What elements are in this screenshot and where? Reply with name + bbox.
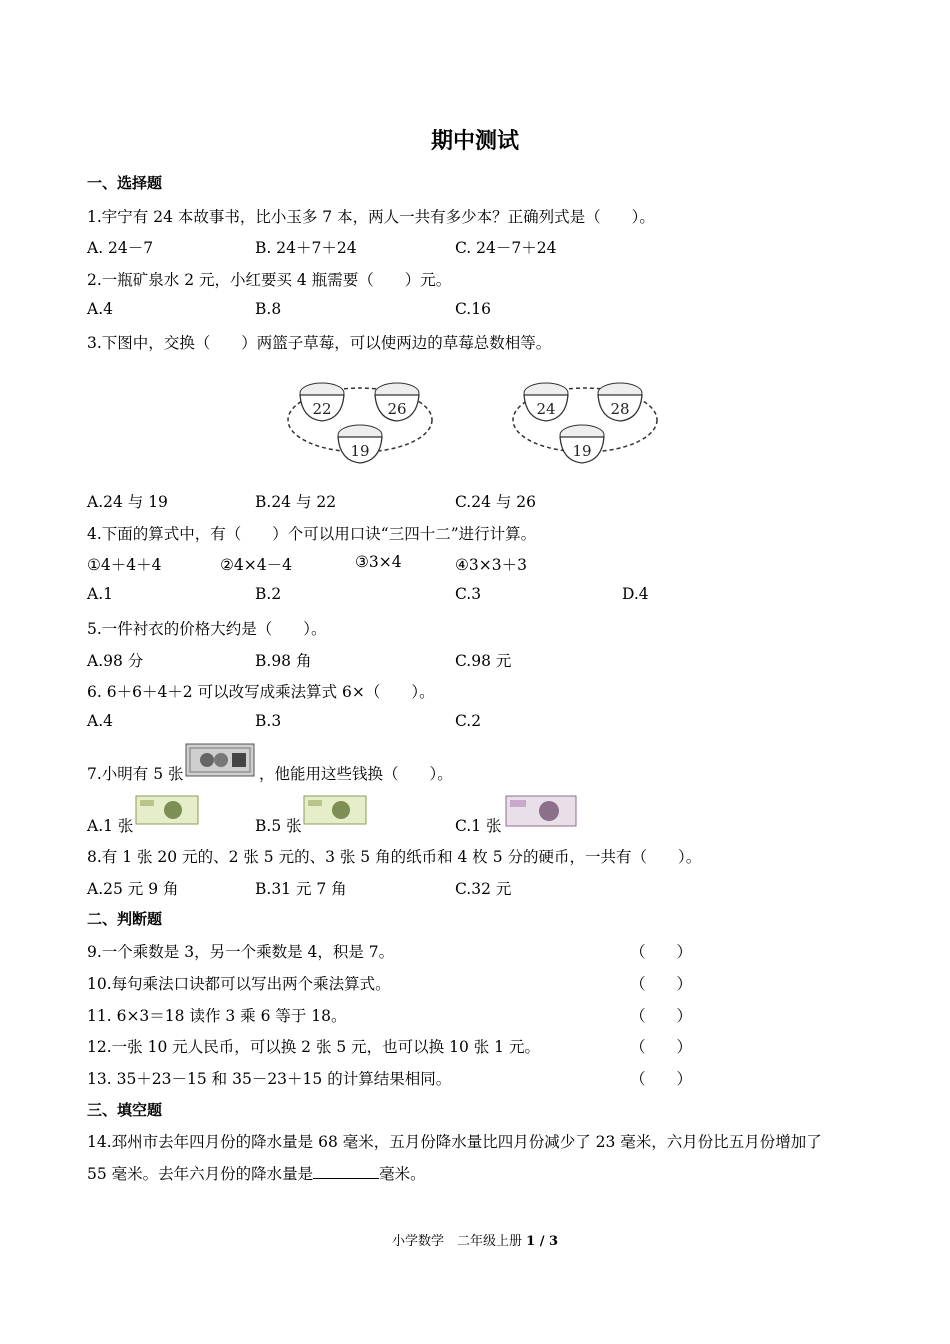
basket-number-left-3: 19 bbox=[350, 442, 370, 460]
question-13: 13. 35＋23－15 和 35－23＋15 的计算结果相同。 bbox=[87, 1070, 452, 1088]
basket-number-right-3: 19 bbox=[572, 442, 592, 460]
q7-option-b: B.5 张 bbox=[255, 817, 302, 835]
page-footer bbox=[0, 1230, 950, 1249]
banknote-2jiao-icon bbox=[185, 743, 255, 777]
q8-option-c: C.32 元 bbox=[455, 880, 512, 898]
q1-option-a: A. 24－7 bbox=[87, 239, 154, 257]
q4-expression-4: ④3×3＋3 bbox=[455, 556, 527, 574]
question-7 bbox=[87, 762, 184, 784]
basket-number-left-1: 22 bbox=[312, 400, 332, 418]
q4-option-a: A.1 bbox=[87, 585, 113, 603]
q7-stem-before: 7.小明有 5 张 bbox=[87, 765, 184, 783]
answer-paren-13: （ ） bbox=[630, 1070, 693, 1088]
section-heading-fill: 三、填空题 bbox=[87, 1101, 163, 1119]
banknote-5yuan-icon bbox=[505, 795, 577, 827]
q4-option-c: C.3 bbox=[455, 585, 482, 603]
q4-option-b: B.2 bbox=[255, 585, 282, 603]
q4-expression-2: ②4×4－4 bbox=[220, 556, 292, 574]
q8-option-b: B.31 元 7 角 bbox=[255, 880, 347, 898]
banknote-1yuan-icon bbox=[303, 795, 367, 825]
q5-option-c: C.98 元 bbox=[455, 652, 512, 670]
question-6: 6. 6＋6＋4＋2 可以改写成乘法算式 6×（ ）。 bbox=[87, 683, 435, 701]
q6-option-a: A.4 bbox=[87, 712, 113, 730]
banknote-1yuan-icon bbox=[135, 795, 199, 825]
question-9: 9.一个乘数是 3，另一个乘数是 4，积是 7。 bbox=[87, 943, 395, 961]
left-basket-group bbox=[288, 383, 432, 463]
q2-option-a: A.4 bbox=[87, 300, 113, 318]
q4-option-d: D.4 bbox=[622, 585, 649, 603]
question-3: 3.下图中，交换（ ）两篮子草莓，可以使两边的草莓总数相等。 bbox=[87, 334, 552, 352]
question-1: 1.宇宁有 24 本故事书，比小玉多 7 本，两人一共有多少本？正确列式是（ ）。 bbox=[87, 208, 655, 226]
basket-icon bbox=[300, 383, 344, 421]
answer-blank bbox=[313, 1164, 379, 1179]
footer-subject: 小学数学 二年级上册 bbox=[391, 1234, 522, 1249]
question-12: 12.一张 10 元人民币，可以换 2 张 5 元，也可以换 10 张 1 元。 bbox=[87, 1038, 540, 1056]
q14-text-before: 55 毫米。去年六月份的降水量是 bbox=[87, 1165, 314, 1183]
question-5: 5.一件衬衣的价格大约是（ ）。 bbox=[87, 620, 327, 638]
question-8: 8.有 1 张 20 元的、2 张 5 元的、3 张 5 角的纸币和 4 枚 5 分的硬币，一共有（ ）。 bbox=[87, 848, 702, 866]
q2-option-c: C.16 bbox=[455, 300, 491, 318]
basket-icon bbox=[598, 383, 642, 421]
q4-expression-3: ③3×4 bbox=[355, 553, 402, 571]
q5-option-b: B.98 角 bbox=[255, 652, 312, 670]
answer-paren-9: （ ） bbox=[630, 943, 693, 961]
answer-paren-12: （ ） bbox=[630, 1038, 693, 1056]
basket-number-left-2: 26 bbox=[387, 400, 407, 418]
basket-icon bbox=[375, 383, 419, 421]
question-11: 11. 6×3＝18 读作 3 乘 6 等于 18。 bbox=[87, 1007, 347, 1025]
q1-option-c: C. 24－7＋24 bbox=[455, 239, 557, 257]
right-basket-group bbox=[513, 383, 657, 463]
page-title: 期中测试 bbox=[430, 128, 519, 154]
basket-icon bbox=[524, 383, 568, 421]
page-number: 1 / 3 bbox=[526, 1234, 559, 1249]
strawberry-baskets-figure bbox=[280, 372, 665, 477]
q8-option-a: A.25 元 9 角 bbox=[87, 880, 179, 898]
q5-option-a: A.98 分 bbox=[87, 652, 144, 670]
question-4: 4.下面的算式中，有（ ）个可以用口诀“三四十二”进行计算。 bbox=[87, 525, 537, 543]
q7-option-a: A.1 张 bbox=[87, 817, 134, 835]
q4-expression-1: ①4＋4＋4 bbox=[87, 556, 162, 574]
section-heading-judge: 二、判断题 bbox=[87, 910, 163, 928]
q2-option-b: B.8 bbox=[255, 300, 282, 318]
basket-icon bbox=[338, 425, 382, 463]
q3-option-b: B.24 与 22 bbox=[255, 493, 337, 511]
q3-option-a: A.24 与 19 bbox=[87, 493, 168, 511]
section-heading-choice: 一、选择题 bbox=[87, 174, 163, 192]
q14-text-after: 毫米。 bbox=[379, 1165, 426, 1183]
basket-number-right-1: 24 bbox=[536, 400, 556, 418]
question-14-line-1: 14.邳州市去年四月份的降水量是 68 毫米，五月份降水量比四月份减少了 23 毫米，六月份比五月份增加了 bbox=[87, 1133, 822, 1151]
q7-stem-after: ，他能用这些钱换（ ）。 bbox=[259, 765, 453, 783]
q6-option-b: B.3 bbox=[255, 712, 282, 730]
question-14-line-2 bbox=[87, 1162, 426, 1184]
q3-option-c: C.24 与 26 bbox=[455, 493, 537, 511]
basket-number-right-2: 28 bbox=[610, 400, 630, 418]
q7-option-c: C.1 张 bbox=[455, 817, 502, 835]
answer-paren-10: （ ） bbox=[630, 975, 693, 993]
answer-paren-11: （ ） bbox=[630, 1007, 693, 1025]
q6-option-c: C.2 bbox=[455, 712, 482, 730]
question-10: 10.每句乘法口诀都可以写出两个乘法算式。 bbox=[87, 975, 391, 993]
basket-icon bbox=[560, 425, 604, 463]
q1-option-b: B. 24＋7＋24 bbox=[255, 239, 357, 257]
question-2: 2.一瓶矿泉水 2 元，小红要买 4 瓶需要（ ）元。 bbox=[87, 271, 452, 289]
